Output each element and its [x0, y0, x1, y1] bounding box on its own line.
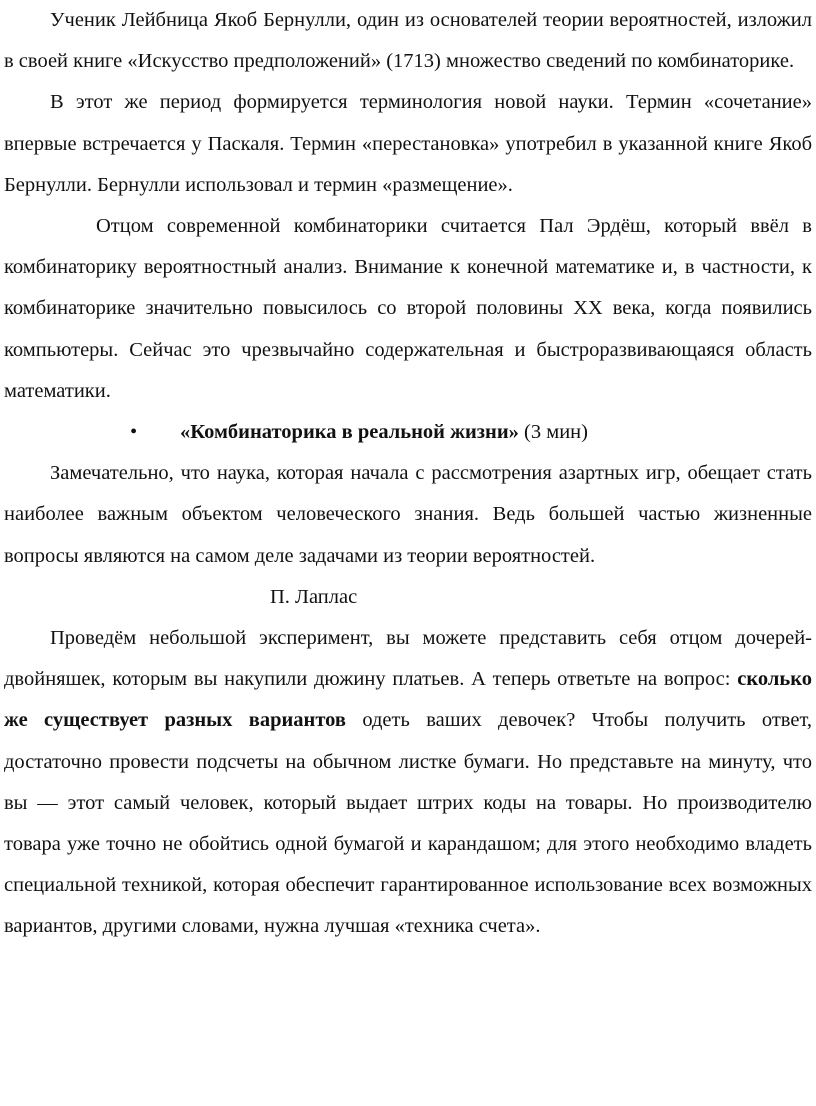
- section-heading-line: [4, 412, 812, 453]
- paragraph-experiment: [4, 618, 812, 948]
- paragraph-bernoulli: Ученик Лейбница Якоб Бернулли, один из основателей теории вероятностей, изложил в своей книге «Искусство предположений» (1713) множество сведений по комбинаторике.: [4, 9, 812, 73]
- paragraph-terminology: В этот же период формируется терминология новой науки. Термин «сочетание» впервые встречается у Паскаля. Термин «перестановка» употребил в указанной книге Якоб Бернулли. Бернулли использовал и термин «размещение».: [4, 91, 812, 196]
- experiment-rest: одеть ваших девочек? Чтобы получить ответ, достаточно провести подсчеты на обычном листке бумаги. Но представьте на минуту, что вы — этот самый человек, который выдает штрих коды на товары. Но производителю товара уже точно не обойтись одной бумагой и карандашом; для этого необходимо владеть специальной техникой, которая обеспечит гарантированное использование всех возможных вариантов, другими словами, нужна лучшая «техника счета».: [4, 709, 812, 938]
- section-duration: (3 мин): [518, 421, 588, 444]
- section-heading: «Комбинаторика в реальной жизни»: [180, 421, 519, 444]
- laplace-quote: Замечательно, что наука, которая начала с рассмотрения азартных игр, обещает стать наиболее важным объектом человеческого знания. Ведь большей частью жизненные вопросы являются на самом деле задачами из теории вероятностей.: [4, 462, 812, 567]
- quote-author: П. Лаплас: [270, 585, 358, 608]
- paragraph-erdos: Отцом современной комбинаторики считается Пал Эрдёш, который ввёл в комбинаторику вероятностный анализ. Внимание к конечной математике и, в частности, к комбинаторике значительно повысилось со второй половины XX века, когда появились компьютеры. Сейчас это чрезвычайно содержательная и быстроразвивающаяся область математики.: [4, 215, 812, 402]
- bullet-marker: •: [130, 421, 138, 444]
- experiment-intro: Проведём небольшой эксперимент, вы можете представить себя отцом дочерей-двойняшек, которым вы накупили дюжину платьев. А теперь ответьте на вопрос:: [4, 627, 812, 691]
- experiment-question: сколько же существует разных вариантов: [4, 668, 812, 732]
